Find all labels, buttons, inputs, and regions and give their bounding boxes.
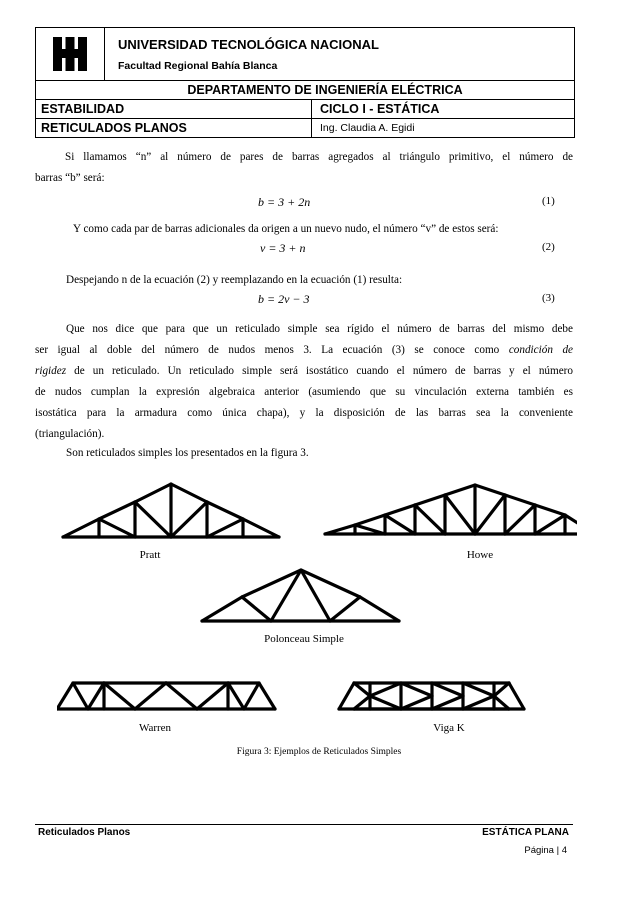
paragraph-4-line-1: Que nos dice que para que un reticulado simple sea rígido el número de barras del mismo debe: [66, 323, 573, 335]
header-row-subject: [36, 100, 574, 118]
paragraph-4-line-3-text: de un reticulado. Un reticulado simple será isostático cuando el número de barras y el número: [74, 365, 574, 377]
equation-3: b = 2v − 3: [258, 292, 310, 306]
paragraph-4-line-3: [35, 361, 573, 383]
truss-examples-figure: [57, 478, 577, 740]
author-name: Ing. Claudia A. Egidi: [320, 122, 415, 134]
warren-label: Warren: [138, 722, 172, 734]
topic-name: RETICULADOS PLANOS: [36, 119, 312, 137]
paragraph-4-line-2: [35, 340, 573, 362]
faculty-name: Facultad Regional Bahía Blanca: [118, 60, 278, 72]
paragraph-4-line-4: de nudos cumplan la expresión algebraica anterior (asumiendo que su vinculación externa también es: [35, 386, 573, 398]
warren-truss: [57, 683, 275, 709]
paragraph-4-line-5: isostática para la armadura como única chapa), y la disposición de las barras sea la conveniente: [35, 407, 573, 419]
footer-left: Reticulados Planos: [38, 827, 131, 838]
footer-right: ESTÁTICA PLANA: [482, 827, 569, 838]
header-top-row: [36, 28, 574, 81]
viga-k-truss: [339, 683, 524, 709]
polonceau-truss: [202, 570, 399, 621]
header-table: [35, 27, 575, 138]
university-name: UNIVERSIDAD TECNOLÓGICA NACIONAL: [118, 37, 379, 52]
paragraph-2: Y como cada par de barras adicionales da origen a un nuevo nudo, el número “v” de estos será:: [73, 223, 499, 235]
pratt-truss: [63, 484, 279, 537]
equation-2: v = 3 + n: [260, 241, 306, 255]
viga-k-label: Viga K: [433, 722, 465, 734]
utn-logo-icon: [50, 34, 90, 74]
pratt-label: Pratt: [139, 549, 161, 561]
paragraph-3: Despejando n de la ecuación (2) y reemplazando en la ecuación (1) resulta:: [66, 274, 403, 286]
footer-divider: [35, 824, 573, 825]
subject-name: ESTABILIDAD: [36, 100, 312, 118]
equation-1-number: (1): [542, 195, 555, 207]
equation-3-number: (3): [542, 292, 555, 304]
figure-caption: Figura 3: Ejemplos de Reticulados Simples: [236, 747, 402, 757]
equation-1: b = 3 + 2n: [258, 195, 311, 209]
rigidity-condition-term-b: rigidez: [35, 365, 67, 377]
cycle-name: CICLO I - ESTÁTICA: [320, 102, 440, 116]
polonceau-label: Polonceau Simple: [264, 633, 344, 645]
rigidity-condition-term-a: condición de: [508, 344, 574, 356]
header-row-topic: [36, 118, 574, 137]
paragraph-5: Son reticulados simples los presentados en la figura 3.: [66, 447, 309, 459]
howe-truss: [325, 485, 577, 534]
logo-cell: [36, 28, 105, 80]
page-number: Página | 4: [524, 845, 567, 856]
paragraph-4-line-6: (triangulación).: [35, 428, 105, 440]
paragraph-1-line-2: barras “b” será:: [35, 172, 105, 184]
department-name: DEPARTAMENTO DE INGENIERÍA ELÉCTRICA: [36, 81, 574, 100]
paragraph-4-line-2-text: ser igual al doble del número de nudos menos 3. La ecuación (3) se conoce como: [35, 344, 500, 356]
howe-label: Howe: [466, 549, 494, 561]
equation-2-number: (2): [542, 241, 555, 253]
paragraph-1-line-1: Si llamamos “n” al número de pares de barras agregados al triángulo primitivo, el número de: [65, 151, 573, 163]
